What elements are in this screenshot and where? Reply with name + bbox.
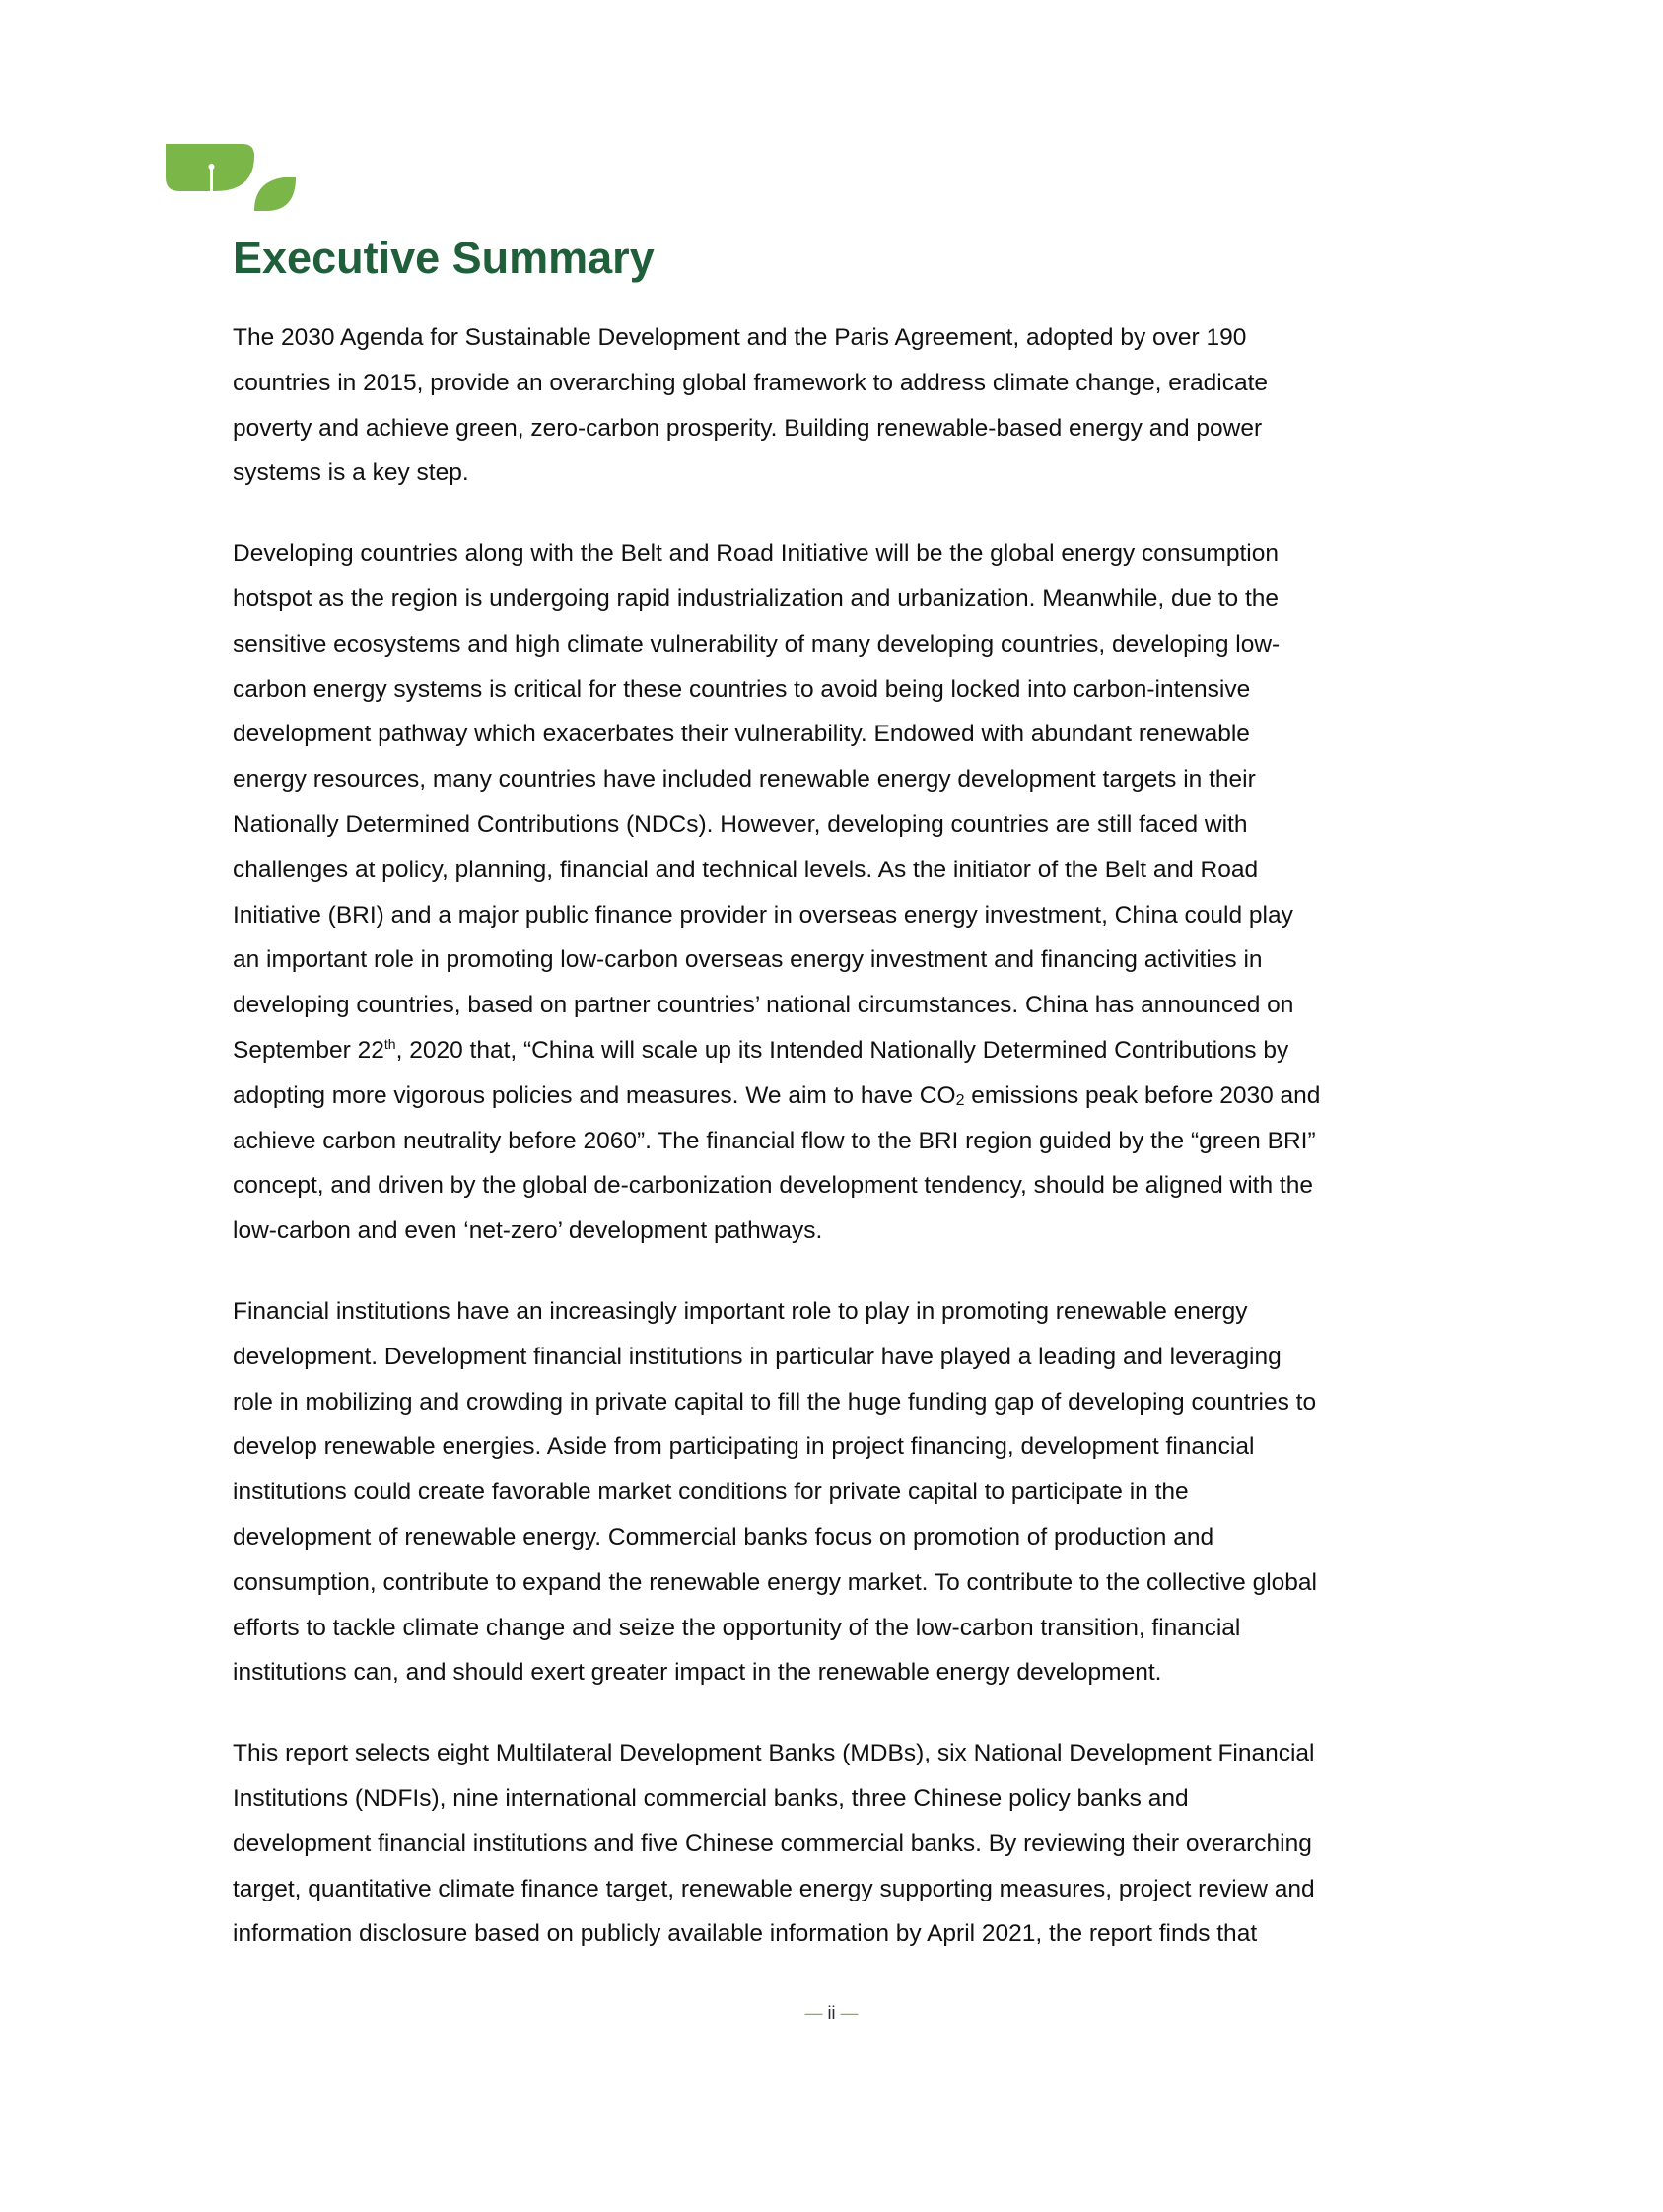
paragraph-line: an important role in promoting low-carbon overseas energy investment and financing activities in	[233, 946, 1263, 974]
paragraph-line: concept, and driven by the global de-carbonization development tendency, should be aligned with the	[233, 1172, 1313, 1200]
paragraph-line: hotspot as the region is undergoing rapid industrialization and urbanization. Meanwhile, due to the	[233, 585, 1280, 612]
paragraph-line: efforts to tackle climate change and seize the opportunity of the low-carbon transition, financial	[233, 1614, 1241, 1641]
line-text: September 22	[233, 1036, 384, 1064]
page-number-text: ii	[827, 2003, 836, 2023]
document-body	[233, 315, 1425, 1992]
page-title: Executive Summary	[233, 233, 655, 283]
paragraph-2	[233, 531, 1425, 1254]
paragraph-line: poverty and achieve green, zero-carbon prosperity. Building renewable-based energy and power	[233, 414, 1263, 442]
paragraph-line: role in mobilizing and crowding in private capital to fill the huge funding gap of developing countries to	[233, 1388, 1317, 1416]
paragraph-line: institutions could create favorable market conditions for private capital to participate in the	[233, 1479, 1189, 1506]
paragraph-line: information disclosure based on publicly available information by April 2021, the report finds that	[233, 1920, 1258, 1948]
paragraph-line: Initiative (BRI) and a major public finance provider in overseas energy investment, China could play	[233, 901, 1293, 929]
paragraph-line-with-superscript	[233, 1028, 1425, 1073]
paragraph-line: development of renewable energy. Commercial banks focus on promotion of production and	[233, 1523, 1214, 1551]
paragraph-line: consumption, contribute to expand the renewable energy market. To contribute to the collective global	[233, 1568, 1317, 1596]
small-leaf-shape	[254, 177, 296, 211]
paragraph-line: target, quantitative climate finance target, renewable energy supporting measures, project review and	[233, 1875, 1315, 1902]
paragraph-line: Nationally Determined Contributions (NDCs). However, developing countries are still faced with	[233, 810, 1248, 838]
paragraph-line: developing countries, based on partner countries’ national circumstances. China has announced on	[233, 992, 1294, 1019]
paragraph-line: Financial institutions have an increasingly important role to play in promoting renewable energy	[233, 1297, 1248, 1325]
paragraph-3	[233, 1289, 1425, 1695]
paragraph-line: sensitive ecosystems and high climate vulnerability of many developing countries, developing low-	[233, 630, 1281, 657]
paragraph-line: develop renewable energies. Aside from participating in project financing, development financial	[233, 1433, 1255, 1461]
line-text: adopting more vigorous policies and measures. We aim to have CO	[233, 1081, 956, 1109]
paragraph-line: achieve carbon neutrality before 2060”. The financial flow to the BRI region guided by the “green BRI”	[233, 1127, 1316, 1154]
paragraph-line: low-carbon and even ‘net-zero’ development pathways.	[233, 1217, 823, 1245]
line-text: emissions peak before 2030 and	[964, 1081, 1321, 1109]
paragraph-line: countries in 2015, provide an overarching global framework to address climate change, eradicate	[233, 369, 1269, 396]
paragraph-line: development. Development financial institutions in particular have played a leading and leveraging	[233, 1343, 1282, 1370]
paragraph-line: carbon energy systems is critical for these countries to avoid being locked into carbon-intensive	[233, 675, 1251, 703]
line-text: , 2020 that, “China will scale up its Intended Nationally Determined Contributions by	[395, 1036, 1289, 1064]
paragraph-line: Institutions (NDFIs), nine international commercial banks, three Chinese policy banks and	[233, 1784, 1189, 1812]
paragraph-line: The 2030 Agenda for Sustainable Development and the Paris Agreement, adopted by over 190	[233, 324, 1247, 351]
paragraph-1	[233, 315, 1425, 496]
paragraph-line: This report selects eight Multilateral Development Banks (MDBs), six National Development Financial	[233, 1740, 1315, 1767]
paragraph-line: Developing countries along with the Belt and Road Initiative will be the global energy consumption	[233, 540, 1279, 568]
page-dash-right: —	[840, 2003, 859, 2023]
paragraph-line: institutions can, and should exert greater impact in the renewable energy development.	[233, 1659, 1162, 1687]
paragraph-line-with-subscript	[233, 1073, 1425, 1119]
paragraph-line: energy resources, many countries have included renewable energy development targets in their	[233, 766, 1256, 794]
wind-turbine-leaf-icon	[164, 138, 302, 213]
subscript-text: 2	[955, 1091, 965, 1109]
paragraph-line: challenges at policy, planning, financial and technical levels. As the initiator of the Belt and Road	[233, 856, 1259, 883]
paragraph-line: development financial institutions and five Chinese commercial banks. By reviewing their overarching	[233, 1830, 1312, 1857]
page-dash-left: —	[804, 2003, 823, 2023]
paragraph-line: systems is a key step.	[233, 459, 469, 487]
paragraph-4	[233, 1731, 1425, 1957]
superscript-text: th	[383, 1035, 396, 1052]
paragraph-line: development pathway which exacerbates their vulnerability. Endowed with abundant renewable	[233, 721, 1250, 748]
page-number	[0, 2001, 1663, 2025]
